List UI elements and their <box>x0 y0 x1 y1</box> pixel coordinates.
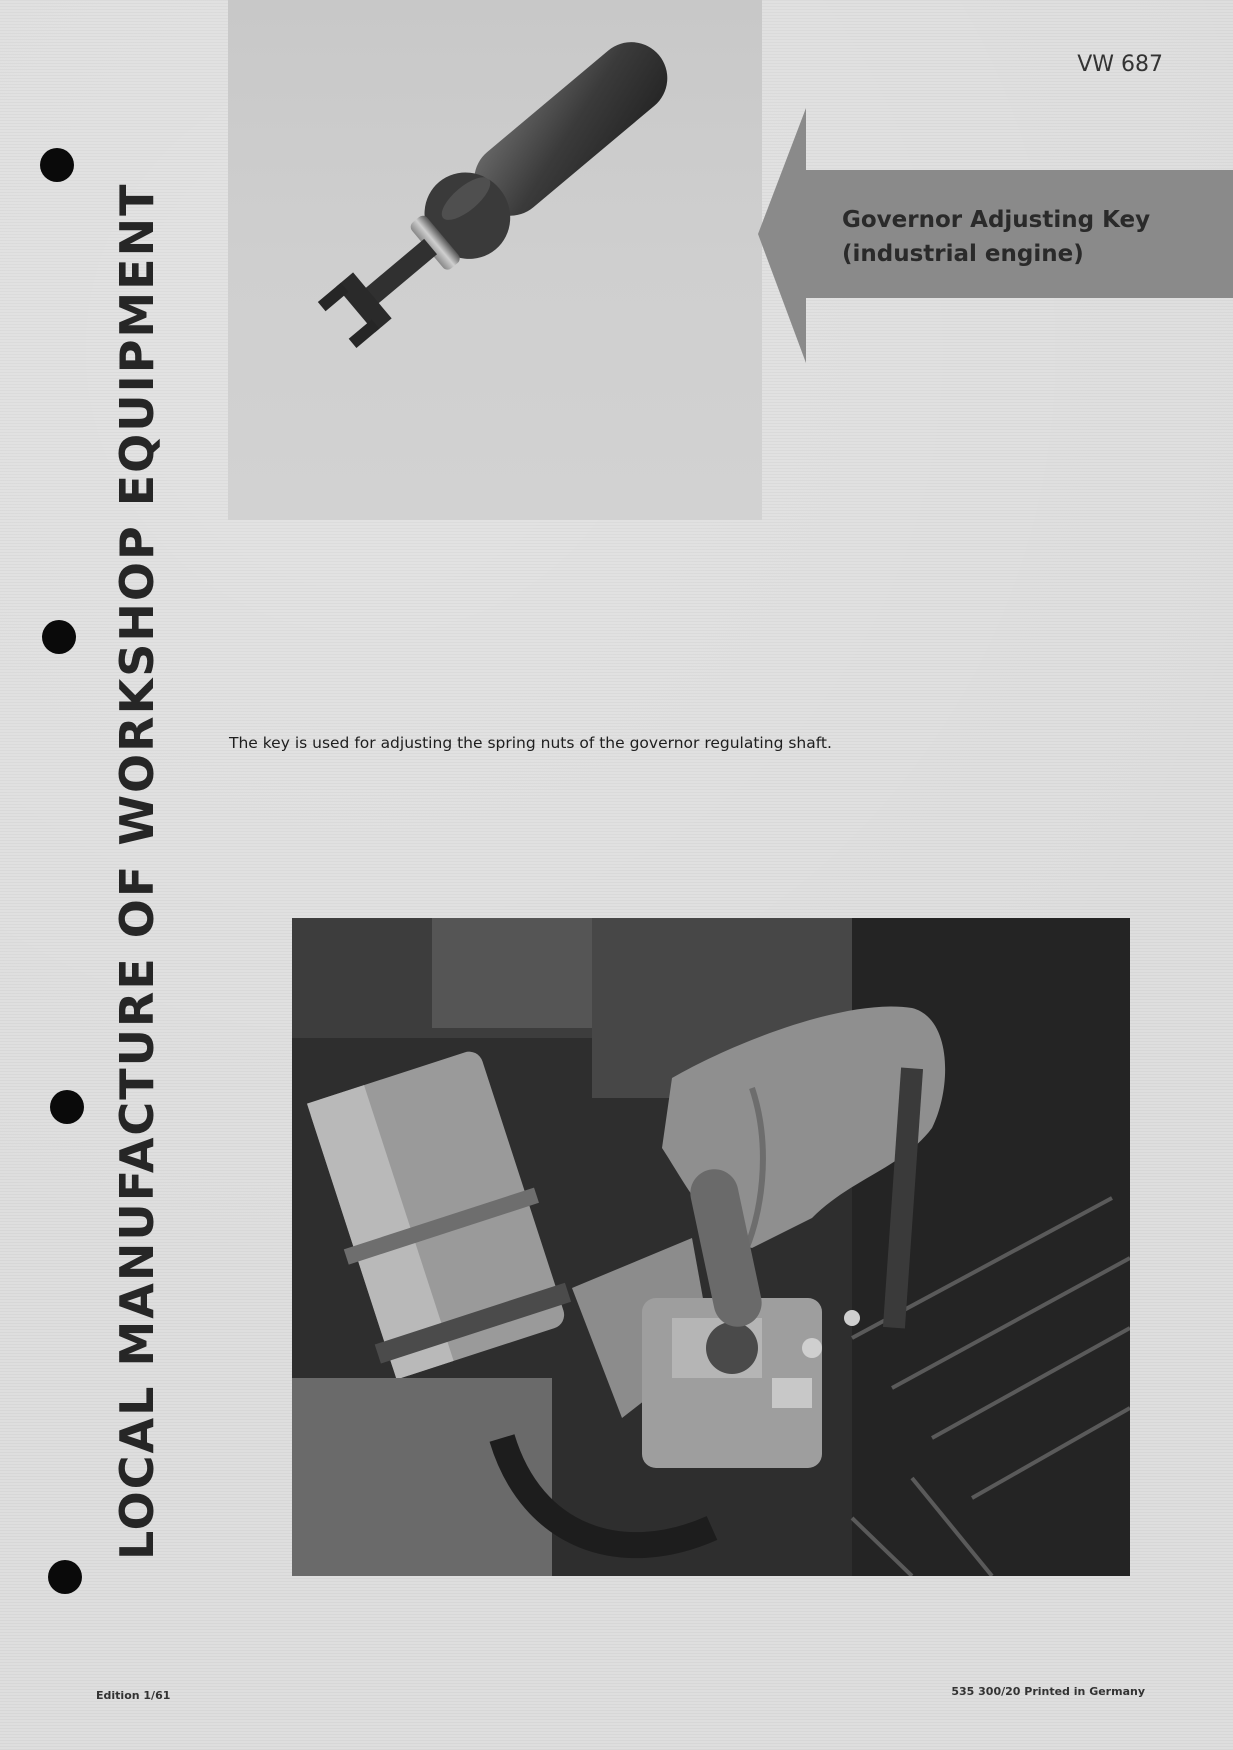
usage-photo <box>292 918 1130 1576</box>
side-heading: LOCAL MANUFACTURE OF WORKSHOP EQUIPMENT <box>110 182 164 1560</box>
banner-title-line2: (industrial engine) <box>842 241 1084 267</box>
document-number: VW 687 <box>1077 52 1163 77</box>
description-text: The key is used for adjusting the spring nuts of the governor regulating shaft. <box>229 734 832 752</box>
punch-hole <box>40 148 74 182</box>
print-info: 535 300/20 Printed in Germany <box>951 1685 1145 1698</box>
banner-title-line1: Governor Adjusting Key <box>842 207 1151 233</box>
engine-usage-illustration <box>292 918 1130 1576</box>
title-banner <box>758 108 1233 363</box>
edition-label: Edition 1/61 <box>96 1689 171 1702</box>
punch-hole <box>42 620 76 654</box>
banner-title <box>842 203 1150 271</box>
punch-hole <box>50 1090 84 1124</box>
punch-hole <box>48 1560 82 1594</box>
adjusting-key-illustration <box>228 0 762 520</box>
tool-photo <box>228 0 762 520</box>
